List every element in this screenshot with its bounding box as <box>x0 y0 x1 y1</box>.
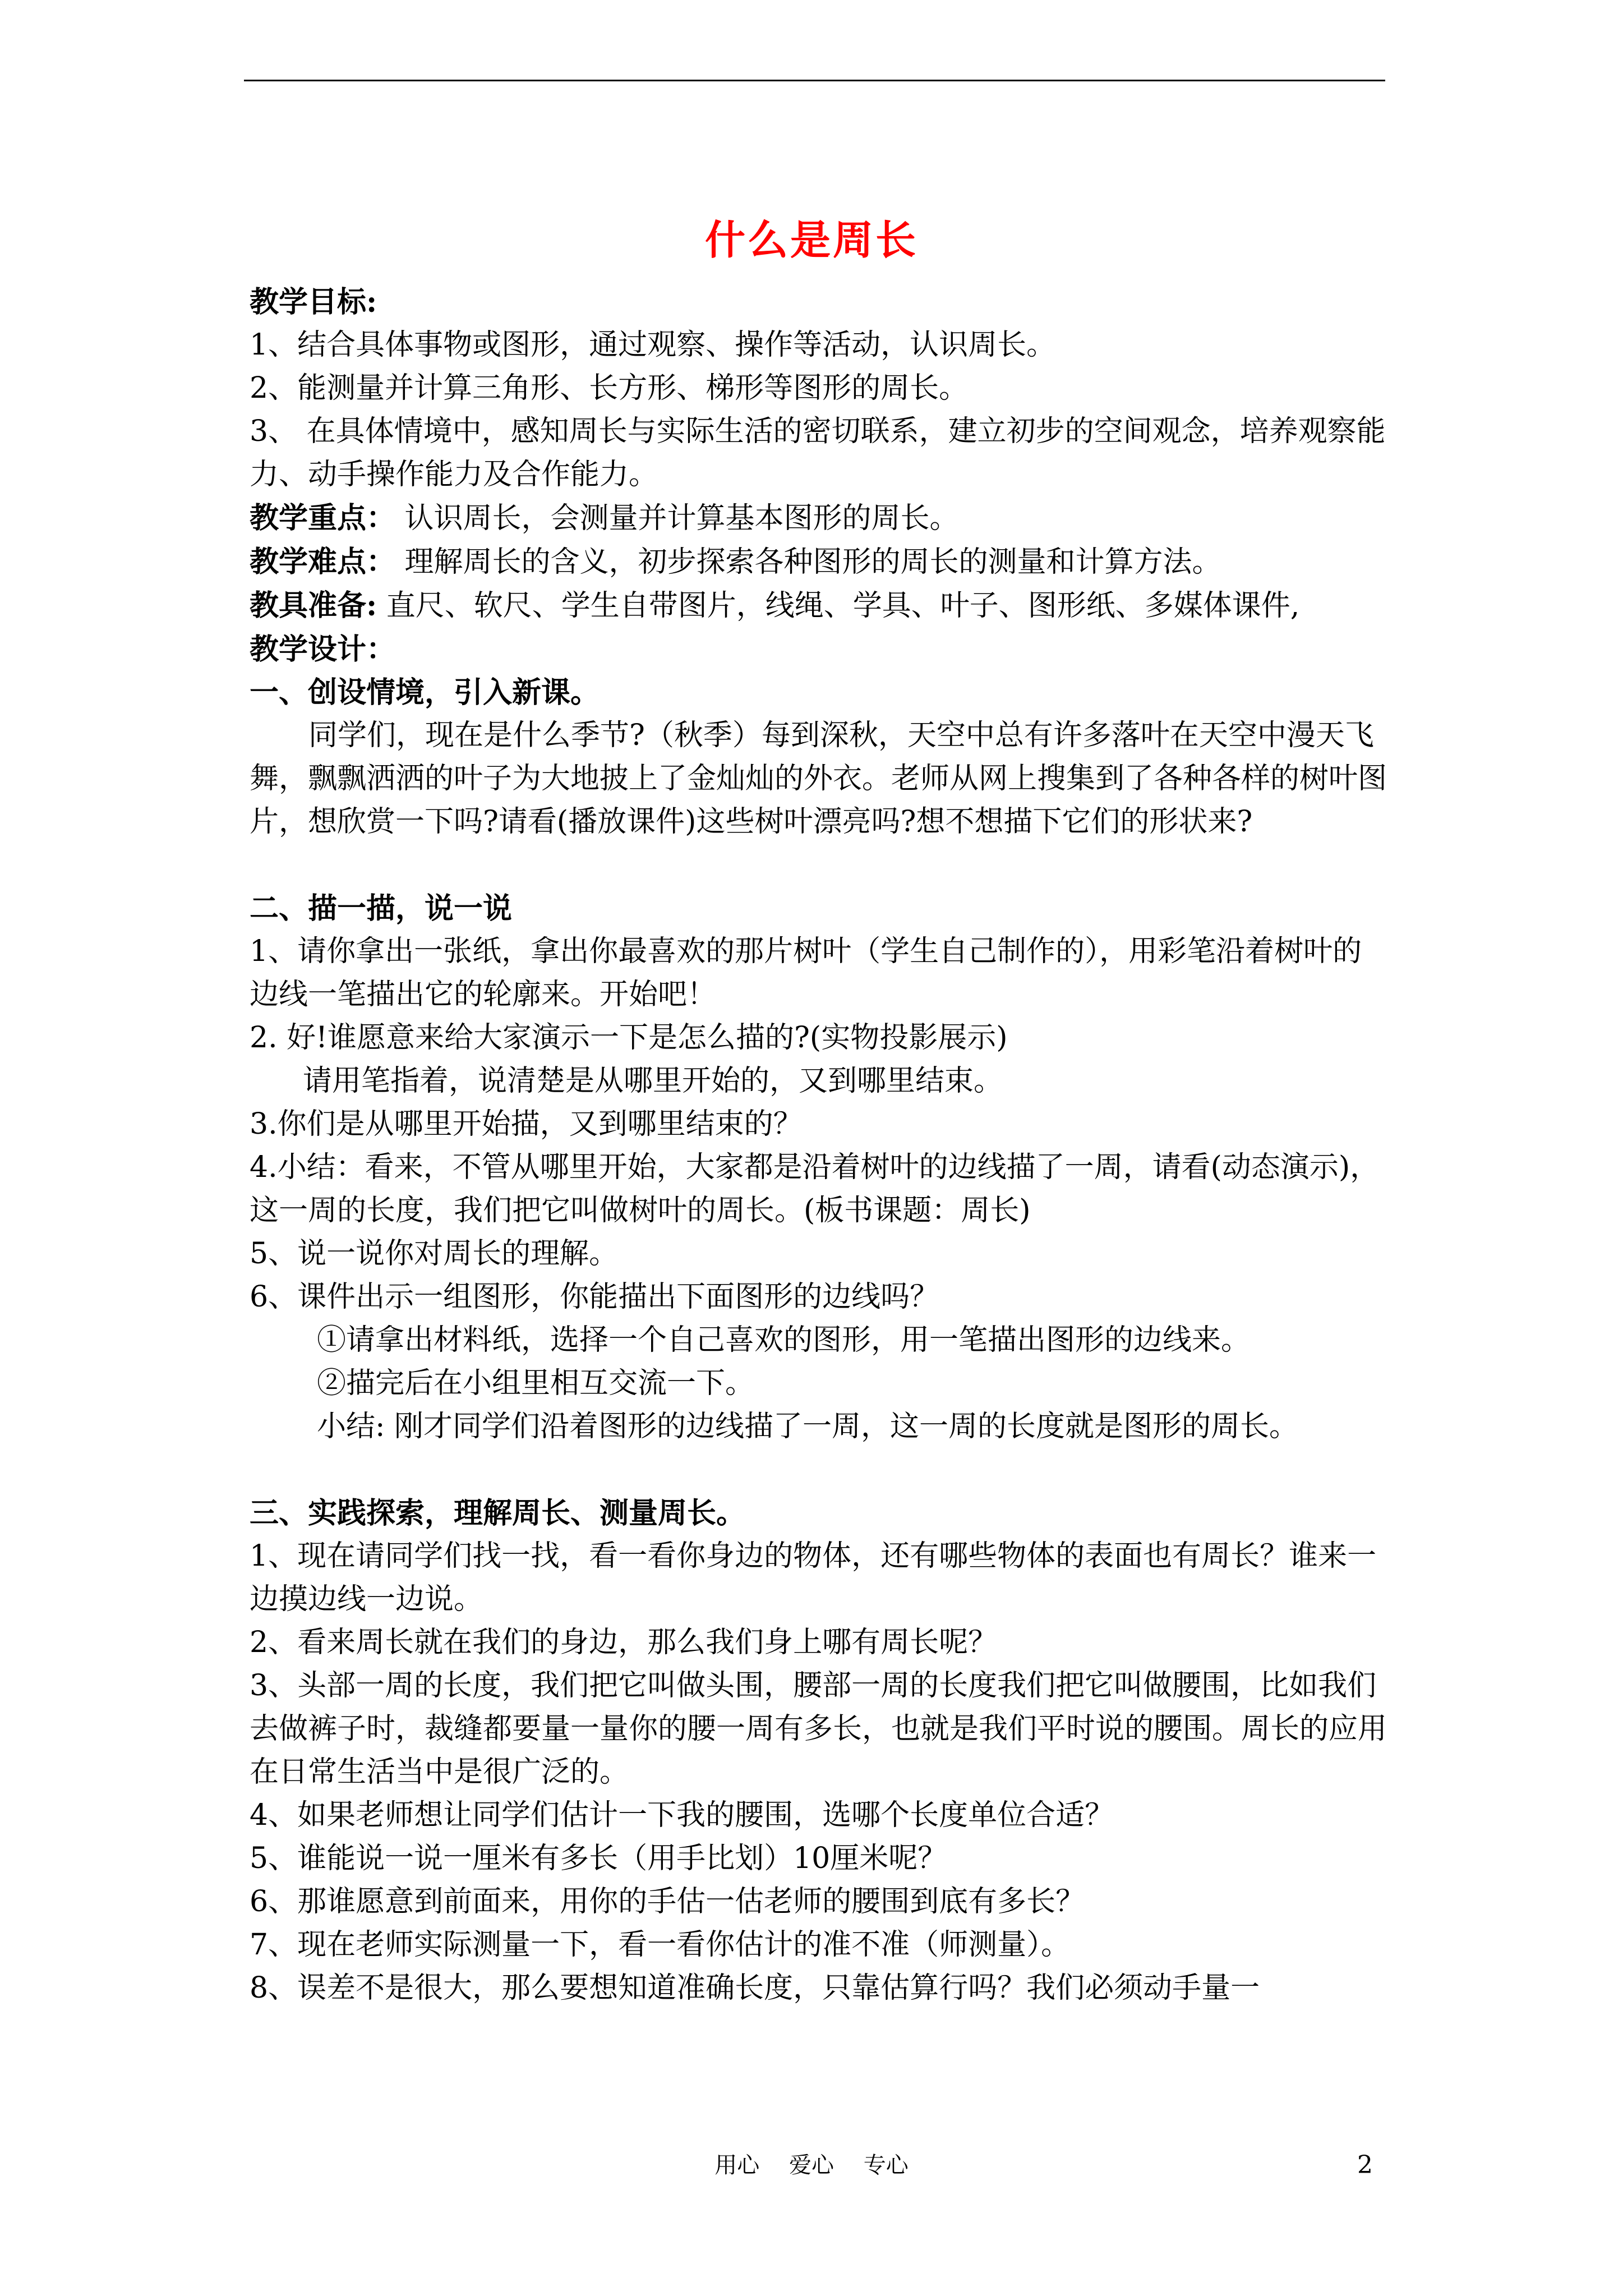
tools-label: 教具准备: <box>250 588 377 623</box>
key-point-label: 教学重点： <box>250 501 396 535</box>
list-subitem: ①请拿出材料纸，选择一个自己喜欢的图形，用一笔描出图形的边线来。 <box>317 1323 1251 1357</box>
design-heading: 教学设计： <box>250 632 396 666</box>
list-subitem: ②描完后在小组里相互交流一下。 <box>317 1366 755 1400</box>
list-item: 5、谁能说一说一厘米有多长（用手比划）10厘米呢？ <box>250 1842 947 1875</box>
list-item: 3.你们是从哪里开始描，又到哪里结束的？ <box>250 1107 803 1141</box>
list-item: 5、说一说你对周长的理解。 <box>250 1237 619 1271</box>
list-item: 6、那谁愿意到前面来，用你的手估一估老师的腰围到底有多长？ <box>250 1885 1085 1918</box>
page-number: 2 <box>1357 2151 1373 2179</box>
list-item: 7、现在老师实际测量一下，看一看你估计的准不准（师测量）。 <box>250 1928 1071 1962</box>
document-body <box>250 280 1388 2010</box>
summary: 小结: 刚才同学们沿着图形的边线描了一周，这一周的长度就是图形的周长。 <box>317 1410 1299 1443</box>
list-item: 2. 好!谁愿意来给大家演示一下是怎么描的?(实物投影展示) <box>250 1021 1008 1055</box>
section-heading: 三、实践探索，理解周长、测量周长。 <box>250 1496 746 1530</box>
section-heading: 一、创设情境，引入新课。 <box>250 675 600 710</box>
list-subitem: 请用笔指着，说清楚是从哪里开始的，又到哪里结束。 <box>303 1064 1003 1098</box>
list-item: 4、如果老师想让同学们估计一下我的腰围，选哪个长度单位合适？ <box>250 1798 1114 1832</box>
list-item: 4.小结：看来，不管从哪里开始，大家都是沿着树叶的边线描了一周，请看(动态演示)，这一周的长度，我们把它叫做树叶的周长。(板书课题：周长) <box>250 1151 1380 1227</box>
tools <box>250 584 1388 628</box>
section-paragraph: 同学们，现在是什么季节?（秋季）每到深秋，天空中总有许多落叶在天空中漫天飞舞，飘飘洒洒的叶子为大地披上了金灿灿的外衣。老师从网上搜集到了各种各样的树叶图片，想欣赏一下吗?请看(播放课件)这些树叶漂亮吗?想不想描下它们的形状来? <box>250 719 1387 839</box>
goal-item: 3、 在具体情境中，感知周长与实际生活的密切联系，建立初步的空间观念，培养观察能力、动手操作能力及合作能力。 <box>250 415 1386 491</box>
section-heading: 二、描一描，说一说 <box>250 891 513 926</box>
difficulty <box>250 540 1388 584</box>
goal-item: 2、能测量并计算三角形、长方形、梯形等图形的周长。 <box>250 371 969 405</box>
difficulty-label: 教学难点： <box>250 545 396 579</box>
goal-item: 1、结合具体事物或图形，通过观察、操作等活动，认识周长。 <box>250 328 1056 362</box>
header-rule <box>244 80 1385 81</box>
spacer <box>250 1448 1388 1492</box>
key-point-text: 认识周长，会测量并计算基本图形的周长。 <box>395 501 959 535</box>
list-item: 8、误差不是很大，那么要想知道准确长度，只靠估算行吗？我们必须动手量一 <box>250 1971 1260 2005</box>
key-point <box>250 496 1388 540</box>
spacer <box>250 844 1388 887</box>
document-title: 什么是周长 <box>704 216 918 264</box>
difficulty-text: 理解周长的含义，初步探索各种图形的周长的测量和计算方法。 <box>395 545 1221 579</box>
footer-text: 用心 爱心 专心 <box>714 2152 909 2178</box>
list-item: 1、请你拿出一张纸，拿出你最喜欢的那片树叶（学生自己制作的），用彩笔沿着树叶的边线一笔描出它的轮廓来。开始吧！ <box>250 935 1362 1011</box>
goals-heading: 教学目标: <box>250 285 377 319</box>
tools-text: 直尺、软尺、学生自带图片，线绳、学具、叶子、图形纸、多媒体课件, <box>377 589 1300 623</box>
list-item: 1、现在请同学们找一找，看一看你身边的物体，还有哪些物体的表面也有周长？谁来一边摸边线一边说。 <box>250 1539 1377 1616</box>
list-item: 6、课件出示一组图形，你能描出下面图形的边线吗？ <box>250 1280 939 1314</box>
list-item: 3、头部一周的长度，我们把它叫做头围，腰部一周的长度我们把它叫做腰围，比如我们去做裤子时，裁缝都要量一量你的腰一周有多长，也就是我们平时说的腰围。周长的应用在日常生活当中是很广泛的。 <box>250 1669 1387 1789</box>
list-item: 2、看来周长就在我们的身边，那么我们身上哪有周长呢？ <box>250 1626 998 1659</box>
